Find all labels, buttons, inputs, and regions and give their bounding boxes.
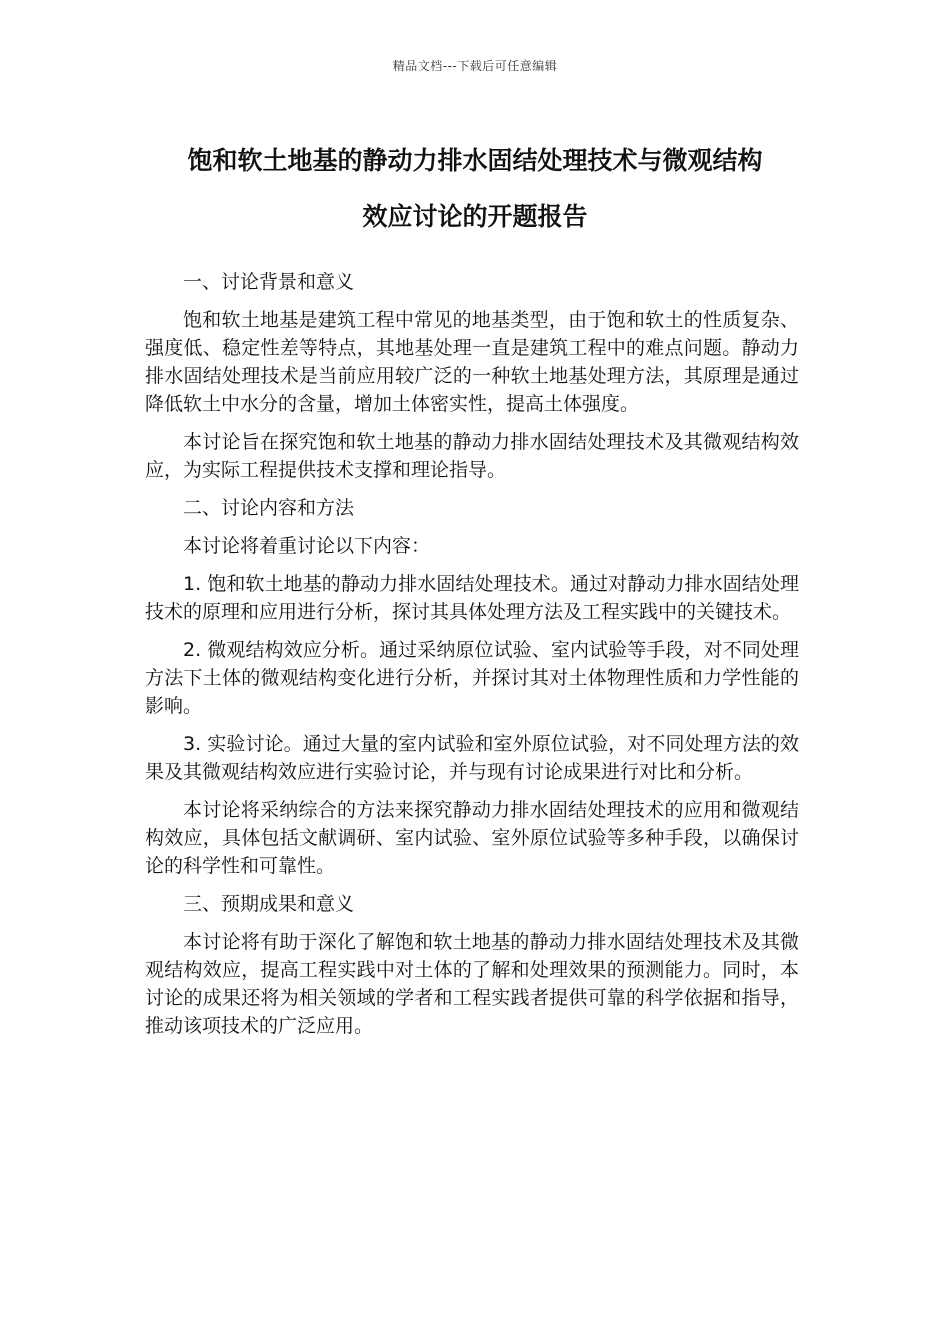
list-item-experiment: 3. 实验讨论。通过大量的室内试验和室外原位试验，对不同处理方法的效果及其微观结构效应进行实验讨论，并与现有讨论成果进行对比和分析。: [145, 733, 799, 783]
section-heading-content: 二、讨论内容和方法: [183, 497, 355, 519]
document-body: [145, 268, 799, 1050]
paragraph-content-intro: 本讨论将着重讨论以下内容：: [183, 535, 431, 557]
paragraph-background: 饱和软土地基是建筑工程中常见的地基类型，由于饱和软土的性质复杂、强度低、稳定性差等特点，其地基处理一直是建筑工程中的难点问题。静动力排水固结处理技术是当前应用较广泛的一种软土地基处理方法，其原理是通过降低软土中水分的含量，增加土体密实性，提高土体强度。: [145, 309, 799, 415]
list-item-technique: 1. 饱和软土地基的静动力排水固结处理技术。通过对静动力排水固结处理技术的原理和应用进行分析，探讨其具体处理方法及工程实践中的关键技术。: [145, 573, 799, 623]
title-line-1: 饱和软土地基的静动力排水固结处理技术与微观结构: [187, 146, 763, 175]
paragraph-purpose: 本讨论旨在探究饱和软土地基的静动力排水固结处理技术及其微观结构效应，为实际工程提供技术支撑和理论指导。: [145, 431, 799, 481]
paragraph-outcomes: 本讨论将有助于深化了解饱和软土地基的静动力排水固结处理技术及其微观结构效应，提高工程实践中对土体的了解和处理效果的预测能力。同时，本讨论的成果还将为相关领域的学者和工程实践者提供可靠的科学依据和指导，推动该项技术的广泛应用。: [145, 931, 799, 1037]
title-line-2: 效应讨论的开题报告: [362, 202, 588, 231]
list-item-microstructure: 2. 微观结构效应分析。通过采纳原位试验、室内试验等手段，对不同处理方法下土体的微观结构变化进行分析，并探讨其对土体物理性质和力学性能的影响。: [145, 639, 799, 717]
paragraph-methods: 本讨论将采纳综合的方法来探究静动力排水固结处理技术的应用和微观结构效应，具体包括文献调研、室内试验、室外原位试验等多种手段，以确保讨论的科学性和可靠性。: [145, 799, 799, 877]
section-heading-background: 一、讨论背景和意义: [183, 271, 355, 293]
header-note: 精品文档---下载后可任意编辑: [392, 59, 558, 73]
document-title: [140, 133, 810, 245]
section-heading-outcomes: 三、预期成果和意义: [183, 893, 355, 915]
